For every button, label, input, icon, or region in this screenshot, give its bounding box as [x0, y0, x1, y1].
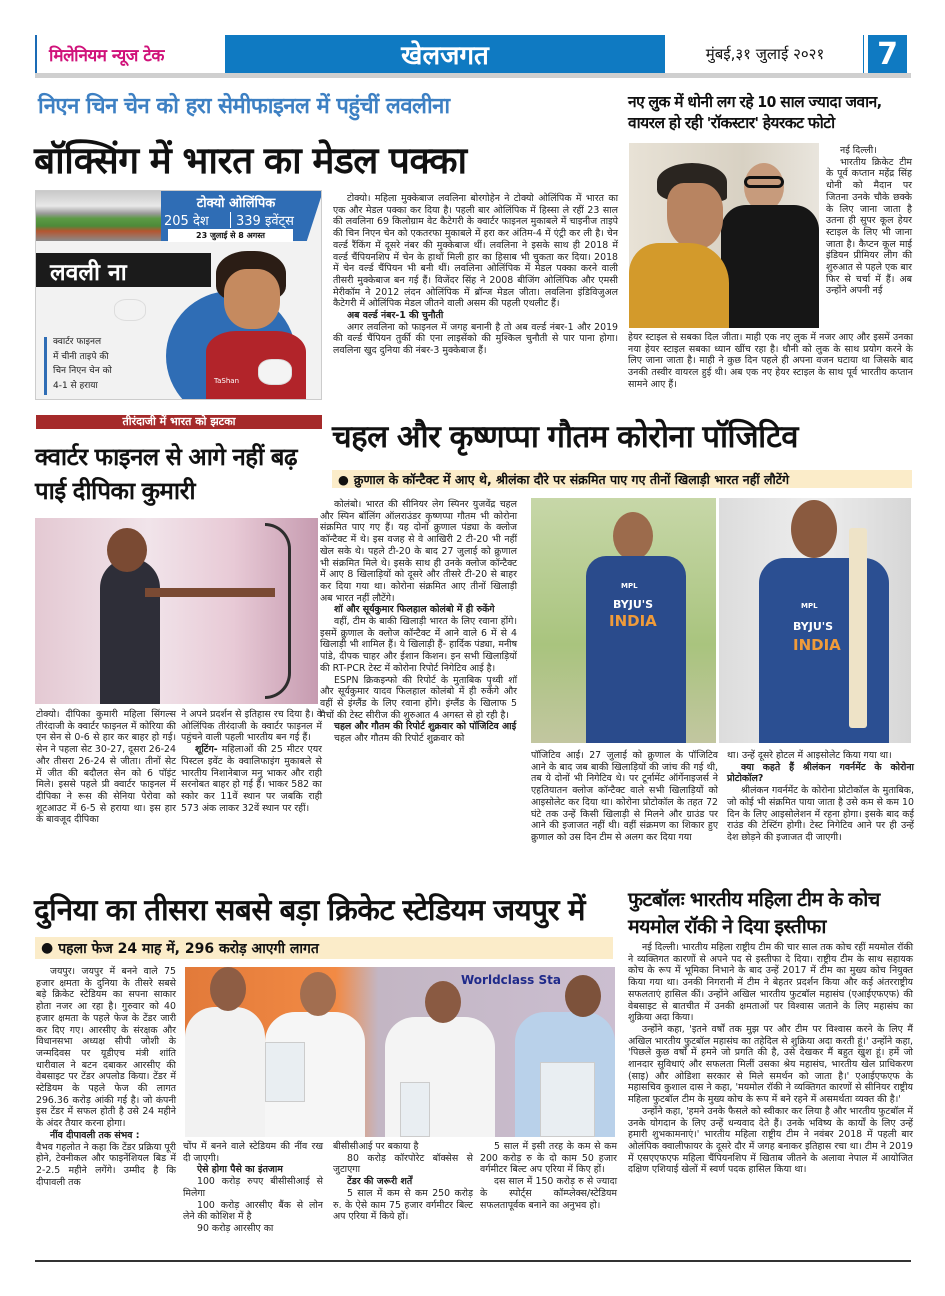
page-bottom-rule	[35, 1260, 911, 1262]
stadium-col1	[36, 966, 176, 1188]
boxing-subhead: अब वर्ल्ड नंबर-1 की चुनौती	[347, 310, 444, 322]
covid-kicker-text: क्रुणाल के कॉन्टैक्ट में आए थे, श्रीलंका दौरे पर संक्रमित पाए गए तीनों खिलाड़ी भारत नहीं लौटेंगे	[353, 471, 790, 487]
boxing-headline: बॉक्सिंग में भारत का मेडल पक्का	[34, 139, 467, 182]
issue-date: मुंबई,३१ जुलाई २०२१	[705, 45, 825, 63]
section-title: खेलजगत	[225, 35, 665, 73]
olympic-events: 339 इवेंट्स	[236, 214, 294, 229]
boxing-body	[333, 193, 618, 357]
stylist-shirt	[721, 205, 819, 328]
covid-paragraph: श्रीलंकन गवर्नमेंट के कोरोना प्रोटोकॉल के मुताबिक, जो कोई भी संक्रमित पाया जाता है उसे कम से कम 10 दिन के लिए आइसोलेशन में रहना होगा। इसके बाद कई राउंड की टेस्टिंग होगी। टेस्ट निगेटिव आने पर ही उन्हें देश छोड़ने की इजाजत दी जाएगी।	[727, 785, 914, 843]
stadium-subhead: टेंडर की जरूरी शर्तें	[347, 1176, 413, 1188]
person-1	[185, 1007, 265, 1137]
boxing-paragraph: टोक्यो। महिला मुक्केबाज लवलिना बोरगोहेन ने टोक्यो ओलिंपिक में भारत का एक और मेडल पक्का कर दिया है। पहली बार ओलिंपिक में हिस्सा ले रहीं 23 साल की लवलिना 69 किलोग्राम वेट कैटेगरी के क्वार्टर फाइनल मुकाबले में चाइनीज ताइपे की चिन निएन चेन को एकतरफा मुकाबले में हरा कर अंतिम-4 में एंट्री कर ली है। चेन वर्ल्ड रैंकिंग में दूसरे नंबर की मुक्केबाज थीं। लवलिना ने इसके साथ ही 2018 में वर्ल्ड चैंपियनशिप में चेन के हाथों मिली हार का हिसाब भी चुकता कर दिया। 2018 में चेन वर्ल्ड चैंपियन भी बनी थीं। लवलिना ओलिंपिक में मेडल पक्का करने वाली तीसरी मुक्केबाज बन गई हैं। विजेंदर सिंह ने 2008 बीजिंग ओलिंपिक और एमसी मेरीकॉम ने 2012 लंदन ओलिंपिक में ब्रॉन्ज मेडल जीता। लवलिना इंडिविजुअल कैटेगरी में ओलिंपिक मेडल जीतने वाली असम की पहली एथलीट हैं।	[333, 193, 618, 310]
bullet-icon: ●	[338, 471, 349, 487]
jersey-country: INDIA	[609, 612, 657, 630]
covid-paragraph: वहीं, टीम के बाकी खिलाड़ी भारत के लिए रवाना होंगे। इसमें क्रुणाल के क्लोज कॉन्टैक्ट में आने वाले 6 में से 4 खिलाड़ी भी शामिल हैं। ये खिलाड़ी हैं- हार्दिक पंड्या, मनीष पांडे, दीपक चाहर और ईशान किशन। इन सभी खिलाड़ियों की RT-PCR टेस्ट में कोरोना रिपोर्ट निगेटिव आई है।	[320, 616, 517, 674]
covid-subhead: चहल और गौतम की रिपोर्ट शुक्रवार को पॉजिटिव आई	[334, 721, 517, 733]
boxing-graphic	[35, 190, 322, 400]
dhoni-photo	[629, 143, 819, 328]
archer-head	[107, 528, 147, 572]
jersey-sponsor: BYJU'S	[793, 620, 834, 633]
bow	[265, 523, 291, 699]
covid-col3	[727, 750, 914, 844]
stadium-paragraph: चोंप में बनने वाले स्टेडियम की नींव रख दी जाएगी।	[183, 1141, 323, 1164]
stadium-paragraph: 80 करोड़ कॉरपोरेट बॉक्सेस से जुटाएगा	[333, 1152, 473, 1176]
brochure-1	[265, 1042, 305, 1102]
covid-col2: पॉजिटिव आई। 27 जुलाई को क्रुणाल के पॉजिटिव आने के बाद जब बाकी खिलाड़ियों की जांच की गई थी, तब ये दोनों भी निगेटिव थे। पर टूर्नामेंट ऑर्गेनाइजर्स ने एहतियातन क्लोज कॉन्टैक्ट वाले सभी खिलाड़ियों को आइसोलेट कर दिया था। कोरोना प्रोटोकॉल के तहत 72 घंटे तक उन्हें किसी खिलाड़ी से मिलने और ग्राउंड पर आने की इजाजत नहीं थी। वहीं संक्रमण का शिकार हुए क्रुणाल को उस दिन टीम से अलग कर दिया गया	[531, 750, 718, 843]
archer-arm	[145, 588, 275, 597]
stadium-subhead: नींव दीपावली तक संभव :	[50, 1129, 140, 1141]
archery-paragraph: महिलाओं की 25 मीटर एयर पिस्टल इवेंट के क्वालिफाइंग मुकाबले से भारतीय निशानेबाज मनु भाकर और राही सरनोबत बाहर हो गई हैं। भाकर 582 का स्कोर कर 11वें स्थान पर जबकि राही 573 अंक लाकर 32वें स्थान पर रहीं।	[181, 744, 322, 814]
dhoni-paragraph: भारतीय क्रिकेट टीम के पूर्व कप्तान महेंद्र सिंह धोनी को मैदान पर जितना उनके चौके छक्के के लिए जाना जाता है उतना ही सुपर कूल हेयर स्टाइल के लिए भी जाना जाता है। कैप्टन कूल माई इंडियन प्रीमियर लीग की शुरुआत से पहले एक बार फिर से चर्चा में हैं। अब उन्होंने अपनी नई	[826, 156, 912, 297]
stadium-subhead: ऐसे होगा पैसे का इंतजाम	[197, 1164, 283, 1176]
stadium-kicker-text: पहला फेज 24 माह में, 296 करोड़ आएगी लागत	[58, 940, 319, 957]
glove-left	[114, 299, 146, 321]
dhoni-dateline: नई दिल्ली।	[840, 145, 877, 156]
shooting-subhead: शूटिंग-	[195, 744, 218, 756]
football-body	[628, 942, 913, 1176]
covid-col1	[320, 499, 517, 745]
archery-col2	[181, 709, 322, 814]
covid-paragraph: था। उन्हें दूसरे होटल में आइसोलेट किया गया था।	[727, 750, 892, 761]
football-paragraph: नई दिल्ली। भारतीय महिला राष्ट्रीय टीम की चार साल तक कोच रहीं मयमोल रॉकी ने व्यक्तिगत कारणों से अपने पद से इस्तीफा दे दिया। राष्ट्रीय टीम के साथ सहायक कोच के रूप में भूमिका निभाने के बाद उन्हें 2017 में टीम का मुख्य कोच नियुक्त किया गया था। उनकी निगरानी में टीम ने बेहतर प्रदर्शन किया और कई अंतरराष्ट्रीय सफलताएं हासिल कीं। उन्होंने अखिल भारतीय फुटबॉल महासंघ (एआईएफएफ) की वेबसाइट से बातचीत में उनकी क्षमताओं पर विश्वास जताने के लिए महासंघ का शुक्रिया अदा किया।	[628, 942, 913, 1024]
head-3	[425, 981, 461, 1023]
archer-body	[100, 558, 160, 704]
deepika-photo	[35, 518, 318, 704]
caption-line: चिन निएन चेन को	[53, 366, 112, 376]
masthead-brand: मिलेनियम न्यूज टेक	[35, 35, 225, 73]
stadium-col2	[183, 1141, 323, 1235]
cricket-bat	[849, 528, 867, 728]
chahal-head	[613, 512, 653, 560]
bullet-icon: ●	[41, 940, 54, 956]
stadium-kicker	[35, 937, 613, 959]
olympic-dates: 23 जुलाई से 8 अगस्त	[168, 229, 293, 242]
boxer-face	[224, 269, 280, 329]
photo-banner-text: Worldclass Sta	[461, 973, 561, 987]
stadium-headline: दुनिया का तीसरा सबसे बड़ा क्रिकेट स्टेडियम जयपुर में	[34, 893, 585, 927]
covid-subhead: शॉ और सूर्यकुमार फिलहाल कोलंबो में ही रुकेंगे	[334, 604, 495, 616]
olympic-countries: 205 देश	[164, 214, 209, 229]
stadium-paragraph: वैभव गहलोत ने कहा कि टेंडर प्रक्रिया पूरी होने, टेक्नीकल और फाइनेंशियल बिड में 2-2.5 महीने लगेंगे। उम्मीद है कि दीपावली तक	[36, 1141, 176, 1188]
archery-col1: टोक्यो। दीपिका कुमारी महिला सिंगल्स तीरंदाजी के क्वार्टर फाइनल में कोरिया की एन सेन से 0-6 से हार कर बाहर हो गई। सेन ने पहला सेट 30-27, दूसरा 26-24 और तीसरा 26-24 से जीता। तीनों सेट में जीत की बदौलत सेन को 6 पॉइंट मिले। इससे पहले प्री क्वार्टर फाइनल में दीपिका ने रूस की सेनिया पेरोवा को शूटआउट में 6-5 से हराया था। इस हार के बावजूद दीपिका	[36, 709, 176, 826]
funding-item: 90 करोड़ आरसीए का	[197, 1222, 274, 1234]
stadium-paragraph: 5 साल में इसी तरह के कम से कम 200 करोड़ रु के दो काम 50 हजार वर्गमीटर बिल्ट अप एरिया में किए हों।	[480, 1141, 617, 1176]
archery-kicker: तीरंदाजी में भारत को झटका	[36, 415, 322, 429]
head-2	[300, 972, 336, 1016]
caption-bar	[44, 337, 47, 395]
jersey-brand: MPL	[801, 602, 818, 610]
stadium-paragraph: दस साल में 150 करोड़ रु से ज्यादा के स्पोर्ट्स कॉम्प्लेक्स/स्टेडियम सफलतापूर्वक बनाने का अनुभव हो।	[480, 1176, 617, 1211]
brochure-2	[400, 1082, 430, 1137]
jersey-country: INDIA	[793, 636, 841, 654]
stadium-col3	[333, 1141, 473, 1223]
stadium-launch-photo	[185, 967, 615, 1137]
name-banner: लवली ना	[50, 260, 127, 286]
stadium-paragraph: जयपुर। जयपुर में बनने वाले 75 हजार क्षमता के दुनिया के तीसरे सबसे बड़े क्रिकेट स्टेडियम का सपना साकार होता नजर आ रहा है। गुरुवार को 40 हजार क्षमता के पहले फेज के टेंडर जारी कर दिए गए। आरसीए के संरक्षक और विधानसभा अध्यक्ष सीपी जोशी के जन्मदिवस पर यूडीएच मंत्री शांति धारीवाल ने बटन दबाकर आरसीए की वेबसाइट पर टेंडर अपलोड किया। टेंडर में स्टेडियम के पहले फेज की लागत 296.36 करोड़ आंकी गई है। जो कंपनी इस टेंडर में सफल होती है उसे 24 महीने के अंदर तैयार करना होगा।	[36, 966, 176, 1130]
covid-kicker	[332, 470, 912, 488]
covid-paragraph: ESPN क्रिकइन्फो की रिपोर्ट के मुताबिक पृथ्वी शॉ और सूर्यकुमार यादव फिलहाल कोलंबो में ही रुकेंगे और वहीं से इंग्लैंड के लिए रवाना होंगे। इंग्लैंड के खिलाफ 5 मैचों की टेस्ट सीरीज की शुरुआत 4 अगस्त से हो रही है।	[320, 674, 517, 721]
page-number: 7	[864, 35, 907, 73]
olympic-divider	[230, 212, 231, 228]
jersey-brand: MPL	[621, 582, 638, 590]
boxing-kicker: निएन चिन चेन को हरा सेमीफाइनल में पहुंचीं लवलीना	[38, 94, 450, 119]
boxing-paragraph: अगर लवलिना को फाइनल में जगह बनानी है तो अब वर्ल्ड नंबर-1 और 2019 की वर्ल्ड चैंपियन तुर्की की एना लाइसेंको की मुश्किल चुनौती से पार पाना होगा। लवलिना खुद दुनिया की नंबर-3 मुक्केबाज हैं।	[333, 321, 618, 357]
covid-paragraph: कोलंबो। भारत की सीनियर लेग स्पिनर युजवेंद्र चहल और स्पिन बॉलिंग ऑलराउंडर कृष्णप्पा गौतम भी कोरोना संक्रमित पाए गए हैं। यह दोनों क्रुणाल पंड्या के क्लोज कॉन्टैक्ट में थे। इस वजह से वे आखिरी 2 टी-20 भी नहीं खेल सके थे। पहले टी-20 के बाद 27 जुलाई को क्रुणाल भी संक्रमित मिले थे। इसके साथ ही उनके क्लोज कॉन्टैक्ट में आए 8 खिलाड़ियों को दूसरे और तीसरे टी-20 से बाहर कर दिया गया था। कोरोना संक्रमित आए तीनों खिलाड़ी अब भारत नहीं लौटेंगे।	[320, 499, 517, 604]
funding-item: 100 करोड़ आरसीए बैंक से लोन लेने की कोशिश में है	[183, 1199, 323, 1223]
football-paragraph: उन्होंने कहा, 'इतने वर्षों तक मुझ पर और टीम पर विश्वास करने के लिए मैं अखिल भारतीय फुटबॉल महासंघ का तहेदिल से शुक्रिया अदा करती हूं।' उन्होंने कहा, 'पिछले कुछ वर्षों में हमने जो प्रगति की है, उसे देखकर मैं बहुत खुश हूं। हमें जो शानदार सुविधाएं और सफलता मिलीं उसका श्रेय महासंघ, भारतीय खेल प्राधिकरण (साइ) और ओडिशा सरकार से मिले समर्थन को जाता है।' एआईएफएफ के महासचिव कुशाल दास ने कहा, 'मयमोल रॉकी ने व्यक्तिगत कारणों से सीनियर राष्ट्रीय महिला फुटबॉल टीम के मुख्य कोच के रूप में बने रहने में असमर्थता व्यक्त की है।'	[628, 1023, 913, 1106]
masthead-rule	[35, 73, 911, 78]
jersey-text: TaShan	[214, 377, 240, 385]
boxing-caption	[53, 335, 153, 393]
dhoni-headline: नए लुक में धोनी लग रहे 10 साल ज्यादा जवान, वायरल हो रही 'रॉकस्टार' हेयरकट फोटो	[628, 93, 882, 132]
dhoni-face	[667, 183, 723, 249]
football-paragraph: उन्होंने कहा, 'हमने उनके फैसले को स्वीकार कर लिया है और भारतीय फुटबॉल में उनके योगदान के लिए उन्हें धन्यवाद देते हैं। उनके भविष्य के कार्यों के लिए उन्हें हमारी शुभकामनाएं।' भारतीय महिला राष्ट्रीय टीम ने नवंबर 2018 में पहली बार ओलंपिक क्वालीफायर के दूसरे दौर में जगह बनाकर इतिहास रचा था। टीम ने 2019 में एसएएफएफ महिला चैंपियनशिप में खिताब जीतने के अलावा नेपाल में आयोजित दक्षिण एशियाई खेलों में स्वर्ण पदक हासिल किया था।	[628, 1105, 913, 1176]
dhoni-bottom-text: हेयर स्टाइल से सबका दिल जीता। माही एक नए लुक में नजर आए और इसमें उनका नया हेयर स्टाइल सबका ध्यान खींच रहा है। धौनी को लुक के साथ प्रयोग करने के लिए जाना जाता है। माही ने कुछ दिन पहले ही अपना वजन घटाया था जिसके बाद उनकी तस्वीर वायरल हुई थी। अब एक नए हेयर स्टाइल के साथ पूर्व भारतीय कप्तान सामने आए हैं।	[628, 332, 913, 390]
glove-right	[258, 359, 292, 385]
brochure-3	[540, 1062, 595, 1137]
covid-subhead: क्या कहते हैं श्रीलंकन गवर्नमेंट के कोरोना प्रोटोकॉल?	[727, 761, 914, 785]
chahal-photo	[531, 498, 716, 743]
caption-line: क्वार्टर फाइनल	[53, 337, 102, 347]
stadium-paragraph: बीसीसीआई पर बकाया है	[333, 1141, 419, 1152]
jersey-sponsor: BYJU'S	[613, 598, 654, 611]
archery-paragraph: ने अपने प्रदर्शन से इतिहास रच दिया है। वे ओलिंपिक तीरंदाजी के क्वार्टर फाइनल में पहुंचने वाली पहली भारतीय बन गई हैं।	[181, 709, 322, 744]
masthead	[35, 35, 911, 73]
olympic-title: टोक्यो ओलिंपिक	[196, 196, 276, 211]
dhoni-side-text	[826, 145, 912, 297]
football-headline: फुटबॉलः भारतीय महिला टीम के कोच मयमोल रॉकी ने दिया इस्तीफा	[628, 888, 880, 938]
stadium-paragraph: 5 साल में कम से कम 250 करोड़ रु. के ऐसे काम 75 हजार वर्गमीटर बिल्ट अप एरिया में किये हों।	[333, 1187, 473, 1223]
covid-paragraph: चहल और गौतम की रिपोर्ट शुक्रवार को	[334, 733, 465, 745]
covid-headline: चहल और कृष्णप्पा गौतम कोरोना पॉजिटिव	[332, 419, 798, 455]
head-4	[565, 975, 601, 1017]
gautam-photo	[719, 498, 911, 743]
funding-item: 100 करोड़ रुपए बीसीसीआई से मिलेगा	[183, 1176, 323, 1199]
caption-line: में चीनी ताइपे की	[53, 351, 109, 362]
head-1	[210, 967, 246, 1011]
archery-headline: क्वार्टर फाइनल से आगे नहीं बढ़ पाई दीपिका कुमारी	[35, 443, 297, 505]
gautam-head	[791, 500, 837, 558]
stadium-image	[36, 191, 161, 241]
dhoni-sweater	[629, 243, 729, 328]
stylist-glasses	[744, 176, 784, 188]
caption-line: 4-1 से हराया	[53, 380, 98, 391]
stadium-col4	[480, 1141, 617, 1211]
